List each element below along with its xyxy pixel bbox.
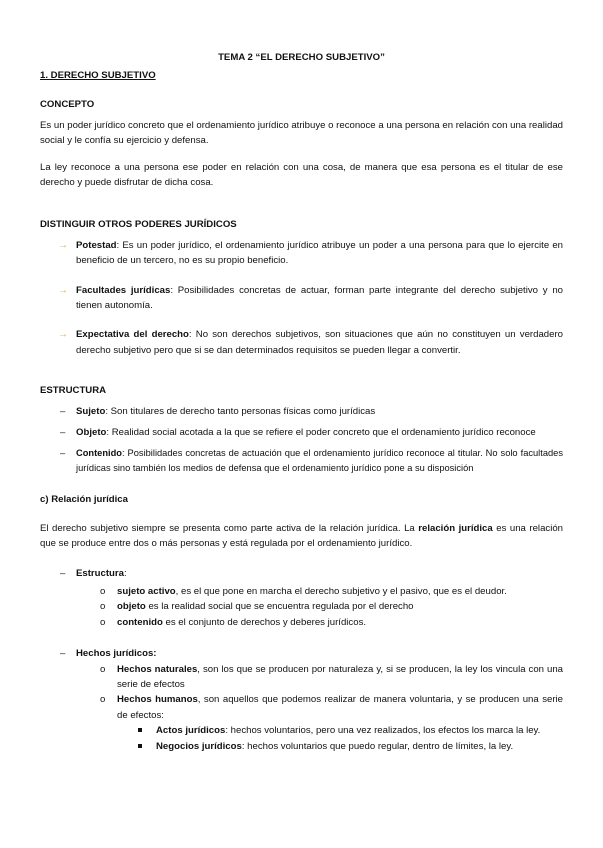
term-objeto-rel: objeto bbox=[117, 601, 146, 613]
term-potestad: Potestad bbox=[76, 239, 117, 251]
text-contenido: : Posibilidades concretas de actuación que el ordenamiento jurídico reconoce al titular. No solo facultades jurídicas sino también los medios de defensa que el ordenamiento jurídico pone a su disposición bbox=[76, 447, 563, 473]
document-page bbox=[40, 50, 563, 754]
term-hechos-humanos: Hechos humanos bbox=[117, 694, 198, 706]
list-item-sujeto bbox=[40, 404, 563, 419]
list-item-facultades bbox=[40, 283, 563, 314]
text-expectativa: : No son derechos subjetivos, son situaciones que aún no constituyen un verdadero derecho subjetivo pero que si se dan determinados requisitos se pueden llegar a convertir. bbox=[76, 329, 563, 356]
dash-bullet-icon: – bbox=[60, 405, 66, 417]
term-negocios: Negocios jurídicos bbox=[156, 740, 242, 752]
circle-bullet-icon: o bbox=[100, 616, 106, 628]
text-facultades: : Posibilidades concretas de actuar, forman parte integrante del derecho subjetivo y no tienen autonomía. bbox=[76, 284, 563, 312]
term-sujeto-activo: sujeto activo bbox=[117, 585, 176, 597]
circle-bullet-icon: o bbox=[100, 601, 106, 613]
list-item-contenido bbox=[40, 446, 563, 477]
label-hechos: Hechos jurídicos: bbox=[76, 648, 157, 660]
arrow-bullet-icon: → bbox=[58, 284, 68, 296]
circle-bullet-icon: o bbox=[100, 585, 106, 597]
arrow-bullet-icon: → bbox=[58, 329, 68, 341]
concepto-paragraph-1: Es un poder jurídico concreto que el ordenamiento jurídico atribuye o reconoce a una persona en relación con una realidad social y le confía su ejercicio y defensa. bbox=[40, 119, 563, 147]
dash-bullet-icon: – bbox=[60, 427, 66, 439]
list-item-hechos bbox=[40, 646, 563, 661]
term-actos: Actos jurídicos bbox=[156, 725, 226, 737]
circle-bullet-icon: o bbox=[100, 663, 106, 675]
colon: : bbox=[123, 567, 127, 579]
list-item-potestad bbox=[40, 238, 563, 269]
relacion-text-a: El derecho subjetivo siempre se presenta como parte activa de la relación jurídica. La bbox=[40, 522, 419, 534]
heading-distinguir: DISTINGUIR OTROS PODERES JURÍDICOS bbox=[40, 219, 237, 231]
relacion-text-b: es una relación que se produce entre dos o más personas y está regulada por el ordenamiento jurídico. bbox=[40, 522, 564, 550]
dash-bullet-icon: – bbox=[60, 648, 66, 660]
sub-item-objeto bbox=[40, 599, 563, 614]
section-heading-derecho-subjetivo: 1. DERECHO SUBJETIVO bbox=[40, 70, 156, 81]
text-contenido-rel: es el conjunto de derechos y deberes jurídicos. bbox=[162, 616, 367, 628]
text-hechos-humanos: , son aquellos que podemos realizar de manera voluntaria, y se producen una serie de efectos: bbox=[117, 694, 563, 721]
text-objeto: : Realidad social acotada a la que se refiere el poder concreto que el ordenamiento jurídico reconoce bbox=[106, 427, 536, 439]
relacion-term: relación jurídica bbox=[418, 522, 493, 534]
arrow-bullet-icon: → bbox=[58, 239, 68, 251]
label-estructura: Estructura bbox=[76, 567, 124, 579]
concepto-paragraph-2: La ley reconoce a una persona ese poder en relación con una cosa, de manera que esa persona es el titular de ese derecho y puede disfrutar de dicha cosa. bbox=[40, 161, 563, 189]
document-title: TEMA 2 “EL DERECHO SUBJETIVO” bbox=[218, 52, 385, 63]
dash-bullet-icon: – bbox=[60, 447, 66, 458]
heading-estructura: ESTRUCTURA bbox=[40, 385, 107, 397]
sub-item-contenido bbox=[40, 615, 563, 630]
sub-sub-item-negocios bbox=[40, 739, 563, 754]
term-contenido: Contenido bbox=[76, 447, 122, 458]
square-bullet-icon bbox=[138, 728, 142, 732]
term-sujeto: Sujeto bbox=[76, 405, 106, 417]
text-potestad: : Es un poder jurídico, el ordenamiento jurídico atribuye un poder a una persona para que lo ejercite en beneficio de un tercero, no es su propio beneficio. bbox=[76, 239, 563, 267]
sub-item-sujeto-activo bbox=[40, 584, 563, 599]
circle-bullet-icon: o bbox=[100, 694, 106, 706]
text-hechos-naturales: , son los que se producen por naturaleza y, si se producen, la ley los vincula con una serie de efectos bbox=[117, 663, 563, 690]
list-item-estructura bbox=[40, 566, 563, 581]
list-item-objeto bbox=[40, 425, 563, 440]
term-contenido-rel: contenido bbox=[117, 616, 163, 628]
text-sujeto: : Son titulares de derecho tanto personas físicas como jurídicas bbox=[105, 405, 376, 417]
sub-item-hechos-naturales bbox=[40, 662, 563, 693]
text-objeto-rel: es la realidad social que se encuentra regulada por el derecho bbox=[145, 601, 414, 613]
sub-item-hechos-humanos bbox=[40, 692, 563, 723]
sub-sub-item-actos bbox=[40, 723, 563, 738]
term-hechos-naturales: Hechos naturales bbox=[117, 663, 198, 675]
text-sujeto-activo: , es el que pone en marcha el derecho subjetivo y el pasivo, que es el deudor. bbox=[175, 585, 507, 597]
text-negocios: : hechos voluntarios que puedo regular, dentro de límites, la ley. bbox=[241, 740, 514, 752]
heading-concepto: CONCEPTO bbox=[40, 99, 95, 111]
relacion-paragraph bbox=[40, 521, 563, 552]
term-expectativa: Expectativa del derecho bbox=[76, 329, 189, 341]
square-bullet-icon bbox=[138, 744, 142, 748]
text-actos: : hechos voluntarios, pero una vez realizados, los efectos los marca la ley. bbox=[225, 725, 541, 737]
heading-relacion-juridica: c) Relación jurídica bbox=[40, 494, 128, 506]
dash-bullet-icon: – bbox=[60, 567, 66, 579]
term-facultades: Facultades jurídicas bbox=[76, 284, 171, 296]
list-item-expectativa bbox=[40, 327, 563, 358]
term-objeto: Objeto bbox=[76, 427, 107, 439]
